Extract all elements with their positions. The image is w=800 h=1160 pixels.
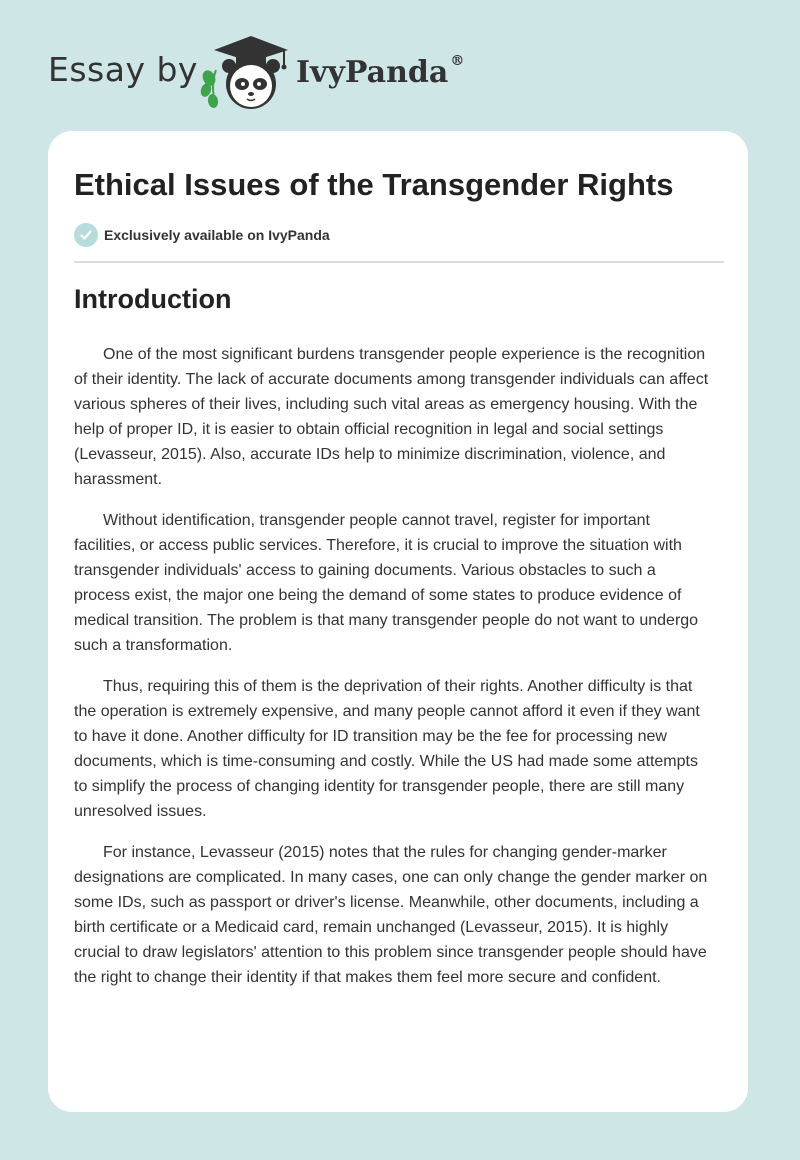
section-heading: Introduction [74,284,232,314]
paragraph: Thus, requiring this of them is the deprivation of their rights. Another difficulty is that the operation is extremely expensive, and many people cannot afford it even if they want to have it done. Another difficulty for ID transition may be the fee for processing new documents, which is time-consuming and costly. While the US had made some attempts to simplify the process of changing identity for transgender people, there are still many unresolved issues. [74,678,700,820]
page-title: Ethical Issues of the Transgender Rights [74,167,674,202]
check-icon [74,223,98,247]
essay-by-label: Essay by [48,50,198,89]
panda-graduate-icon [196,28,296,112]
paragraph: One of the most significant burdens transgender people experience is the recognition of their identity. The lack of accurate documents among transgender individuals can affect various spheres of their lives, including such vital areas as emergency housing. With the help of proper ID, it is easier to obtain official recognition in legal and social settings (Levasseur, 2015). Also, accurate IDs help to minimize discrimination, violence, and harassment. [74,346,709,488]
divider [74,261,724,263]
brand-label: IvyPanda [296,55,449,90]
site-header [0,0,800,130]
essay-body [74,342,714,1006]
essay-card [48,131,748,1112]
paragraph: Without identification, transgender people cannot travel, register for important facilities, or access public services. Therefore, it is crucial to improve the situation with transgender individuals' access to gaining documents. Various obstacles to such a process exist, the major one being the demand of some states to produce evidence of medical transition. The problem is that many transgender people do not want to undergo such a transformation. [74,512,699,654]
badge-label: Exclusively available on IvyPanda [104,227,330,243]
paragraph: For instance, Levasseur (2015) notes that the rules for changing gender-marker designations are complicated. In many cases, one can only change the gender marker on some IDs, such as passport or driver's license. Meanwhile, other documents, including a birth certificate or a Medicaid card, remain unchanged (Levasseur, 2015). It is highly crucial to draw legislators' attention to this problem since transgender people should have the right to change their identity if that makes them feel more secure and confident. [74,844,708,986]
brand-name[interactable] [296,55,464,90]
registered-mark: ® [450,53,465,69]
exclusive-badge [74,223,330,247]
